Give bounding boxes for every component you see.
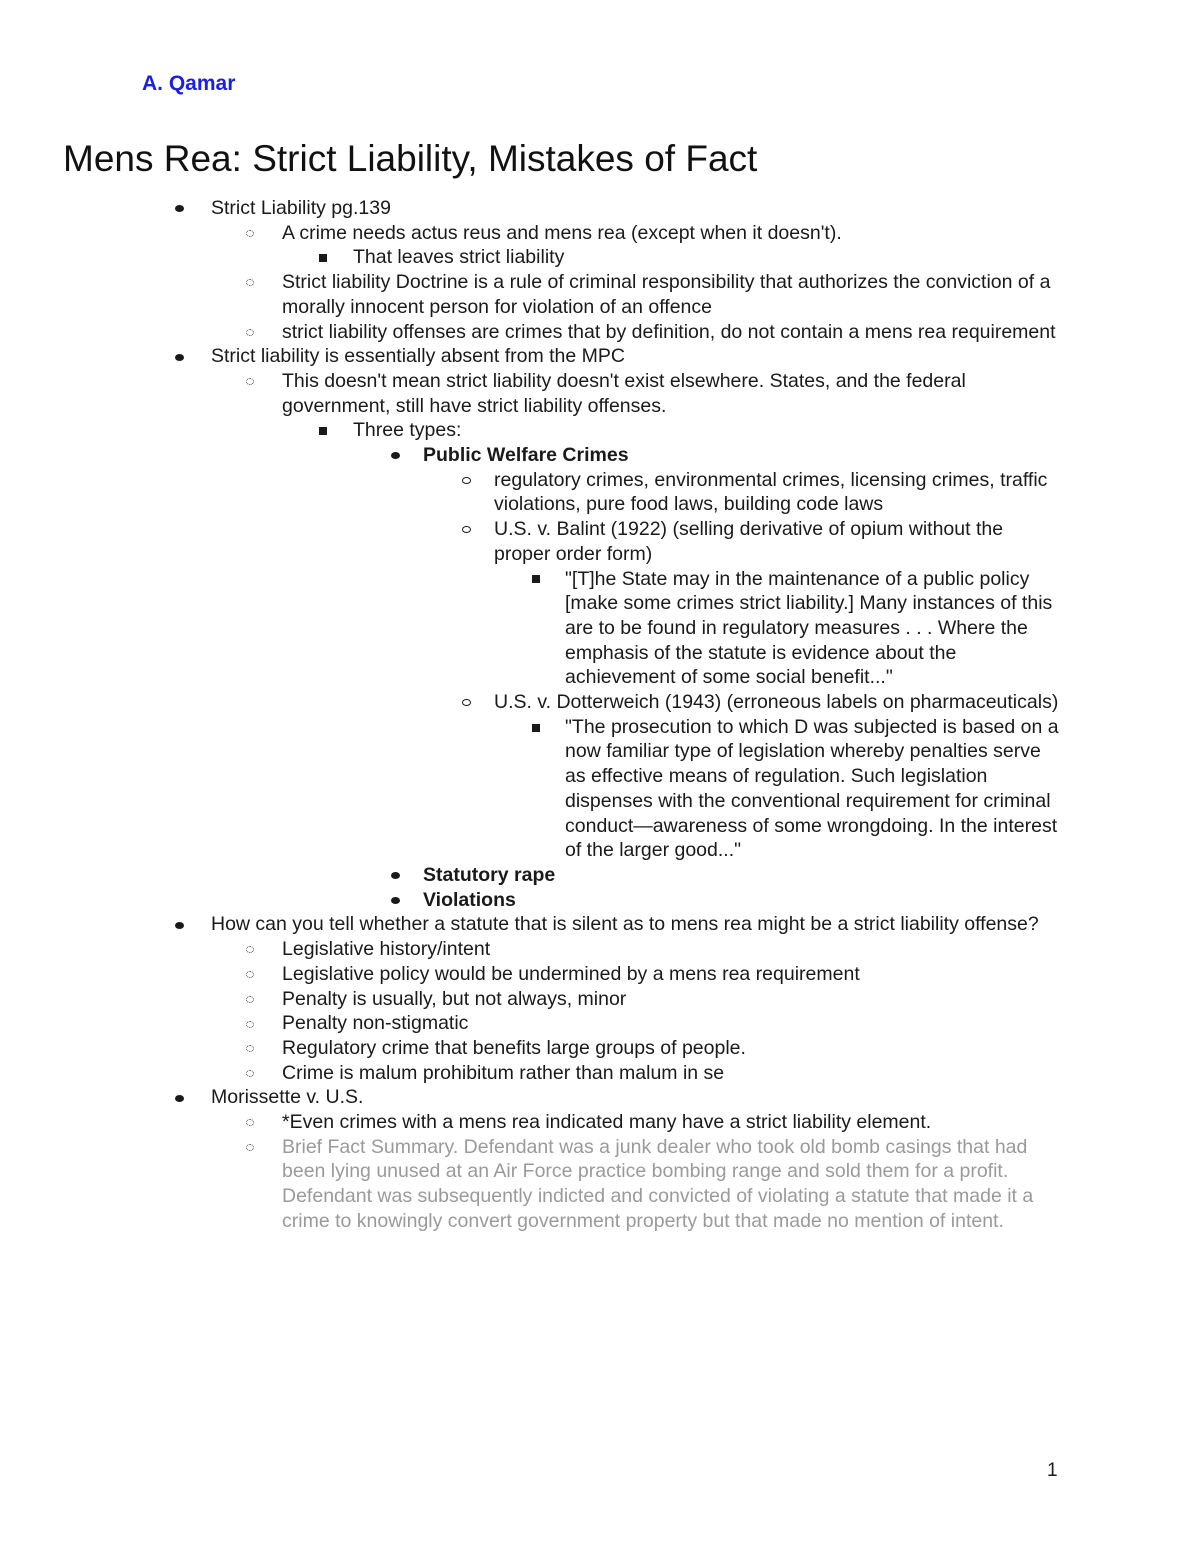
list-item: Crime is malum prohibitum rather than malum in se — [282, 1061, 1062, 1086]
list-item: regulatory crimes, environmental crimes, licensing crimes, traffic violations, pure food laws, building code laws — [494, 468, 1060, 517]
bullet-icon — [242, 1110, 258, 1135]
bullet-icon — [242, 987, 258, 1012]
list-item: Three types: — [353, 418, 1053, 443]
bullet-icon — [242, 320, 258, 345]
list-item: "The prosecution to which D was subjected is based on a now familiar type of legislation whereby penalties serve as effective means of regulation. Such legislation dispenses with the conventional requirement for criminal conduct—awareness of some wrongdoing. In the interest of the larger good..." — [565, 715, 1060, 863]
list-item: A crime needs actus reus and mens rea (except when it doesn't). — [282, 221, 1062, 246]
bullet-icon — [242, 1036, 258, 1061]
bullet-icon — [171, 912, 187, 937]
bullet-icon — [242, 937, 258, 962]
bullet-icon — [315, 245, 331, 270]
bullet-icon — [242, 1011, 258, 1036]
bullet-icon — [242, 1135, 258, 1160]
list-item: Public Welfare Crimes — [423, 443, 1063, 468]
bullet-icon — [387, 888, 403, 913]
list-item: *Even crimes with a mens rea indicated many have a strict liability element. — [282, 1110, 1062, 1135]
bullet-icon — [458, 517, 474, 542]
list-item: This doesn't mean strict liability doesn't exist elsewhere. States, and the federal government, still have strict liability offenses. — [282, 369, 1062, 418]
list-item: Strict liability Doctrine is a rule of criminal responsibility that authorizes the conviction of a morally innocent person for violation of an offence — [282, 270, 1062, 319]
bullet-icon — [171, 1085, 187, 1110]
page-title: Mens Rea: Strict Liability, Mistakes of Fact — [63, 138, 758, 179]
list-item: U.S. v. Balint (1922) (selling derivative of opium without the proper order form) — [494, 517, 1060, 566]
list-item: Penalty non-stigmatic — [282, 1011, 1062, 1036]
list-item: Strict Liability pg.139 — [211, 196, 1061, 221]
bullet-icon — [387, 863, 403, 888]
bullet-icon — [242, 369, 258, 394]
bullet-icon — [171, 196, 187, 221]
list-item: Strict liability is essentially absent from the MPC — [211, 344, 1061, 369]
list-item: Statutory rape — [423, 863, 1063, 888]
list-item: Legislative policy would be undermined by a mens rea requirement — [282, 962, 1062, 987]
list-item: strict liability offenses are crimes that by definition, do not contain a mens rea requirement — [282, 320, 1062, 345]
list-item: Regulatory crime that benefits large groups of people. — [282, 1036, 1062, 1061]
list-item: U.S. v. Dotterweich (1943) (erroneous labels on pharmaceuticals) — [494, 690, 1060, 715]
list-item: Legislative history/intent — [282, 937, 1062, 962]
list-item: Brief Fact Summary. Defendant was a junk dealer who took old bomb casings that had been lying unused at an Air Force practice bombing range and sold them for a profit. Defendant was subsequently indicted and convicted of violating a statute that made it a crime to knowingly convert government property but that made no mention of intent. — [282, 1135, 1062, 1234]
author-name: A. Qamar — [142, 72, 236, 95]
notes-outline — [0, 196, 1200, 1234]
list-item: That leaves strict liability — [353, 245, 1053, 270]
bullet-icon — [528, 715, 544, 740]
bullet-icon — [242, 221, 258, 246]
page-number: 1 — [1047, 1460, 1058, 1481]
list-item: Penalty is usually, but not always, minor — [282, 987, 1062, 1012]
bullet-icon — [528, 567, 544, 592]
bullet-icon — [242, 1061, 258, 1086]
bullet-icon — [387, 443, 403, 468]
list-item: Violations — [423, 888, 1063, 913]
bullet-icon — [458, 690, 474, 715]
bullet-icon — [242, 962, 258, 987]
bullet-icon — [458, 468, 474, 493]
bullet-icon — [242, 270, 258, 295]
list-item: Morissette v. U.S. — [211, 1085, 1061, 1110]
list-item: How can you tell whether a statute that is silent as to mens rea might be a strict liability offense? — [211, 912, 1061, 937]
bullet-icon — [315, 418, 331, 443]
bullet-icon — [171, 344, 187, 369]
list-item: "[T]he State may in the maintenance of a public policy [make some crimes strict liability.] Many instances of this are to be found in regulatory measures . . . Where the emphasis of the statute is evidence about the achievement of some social benefit..." — [565, 567, 1060, 691]
